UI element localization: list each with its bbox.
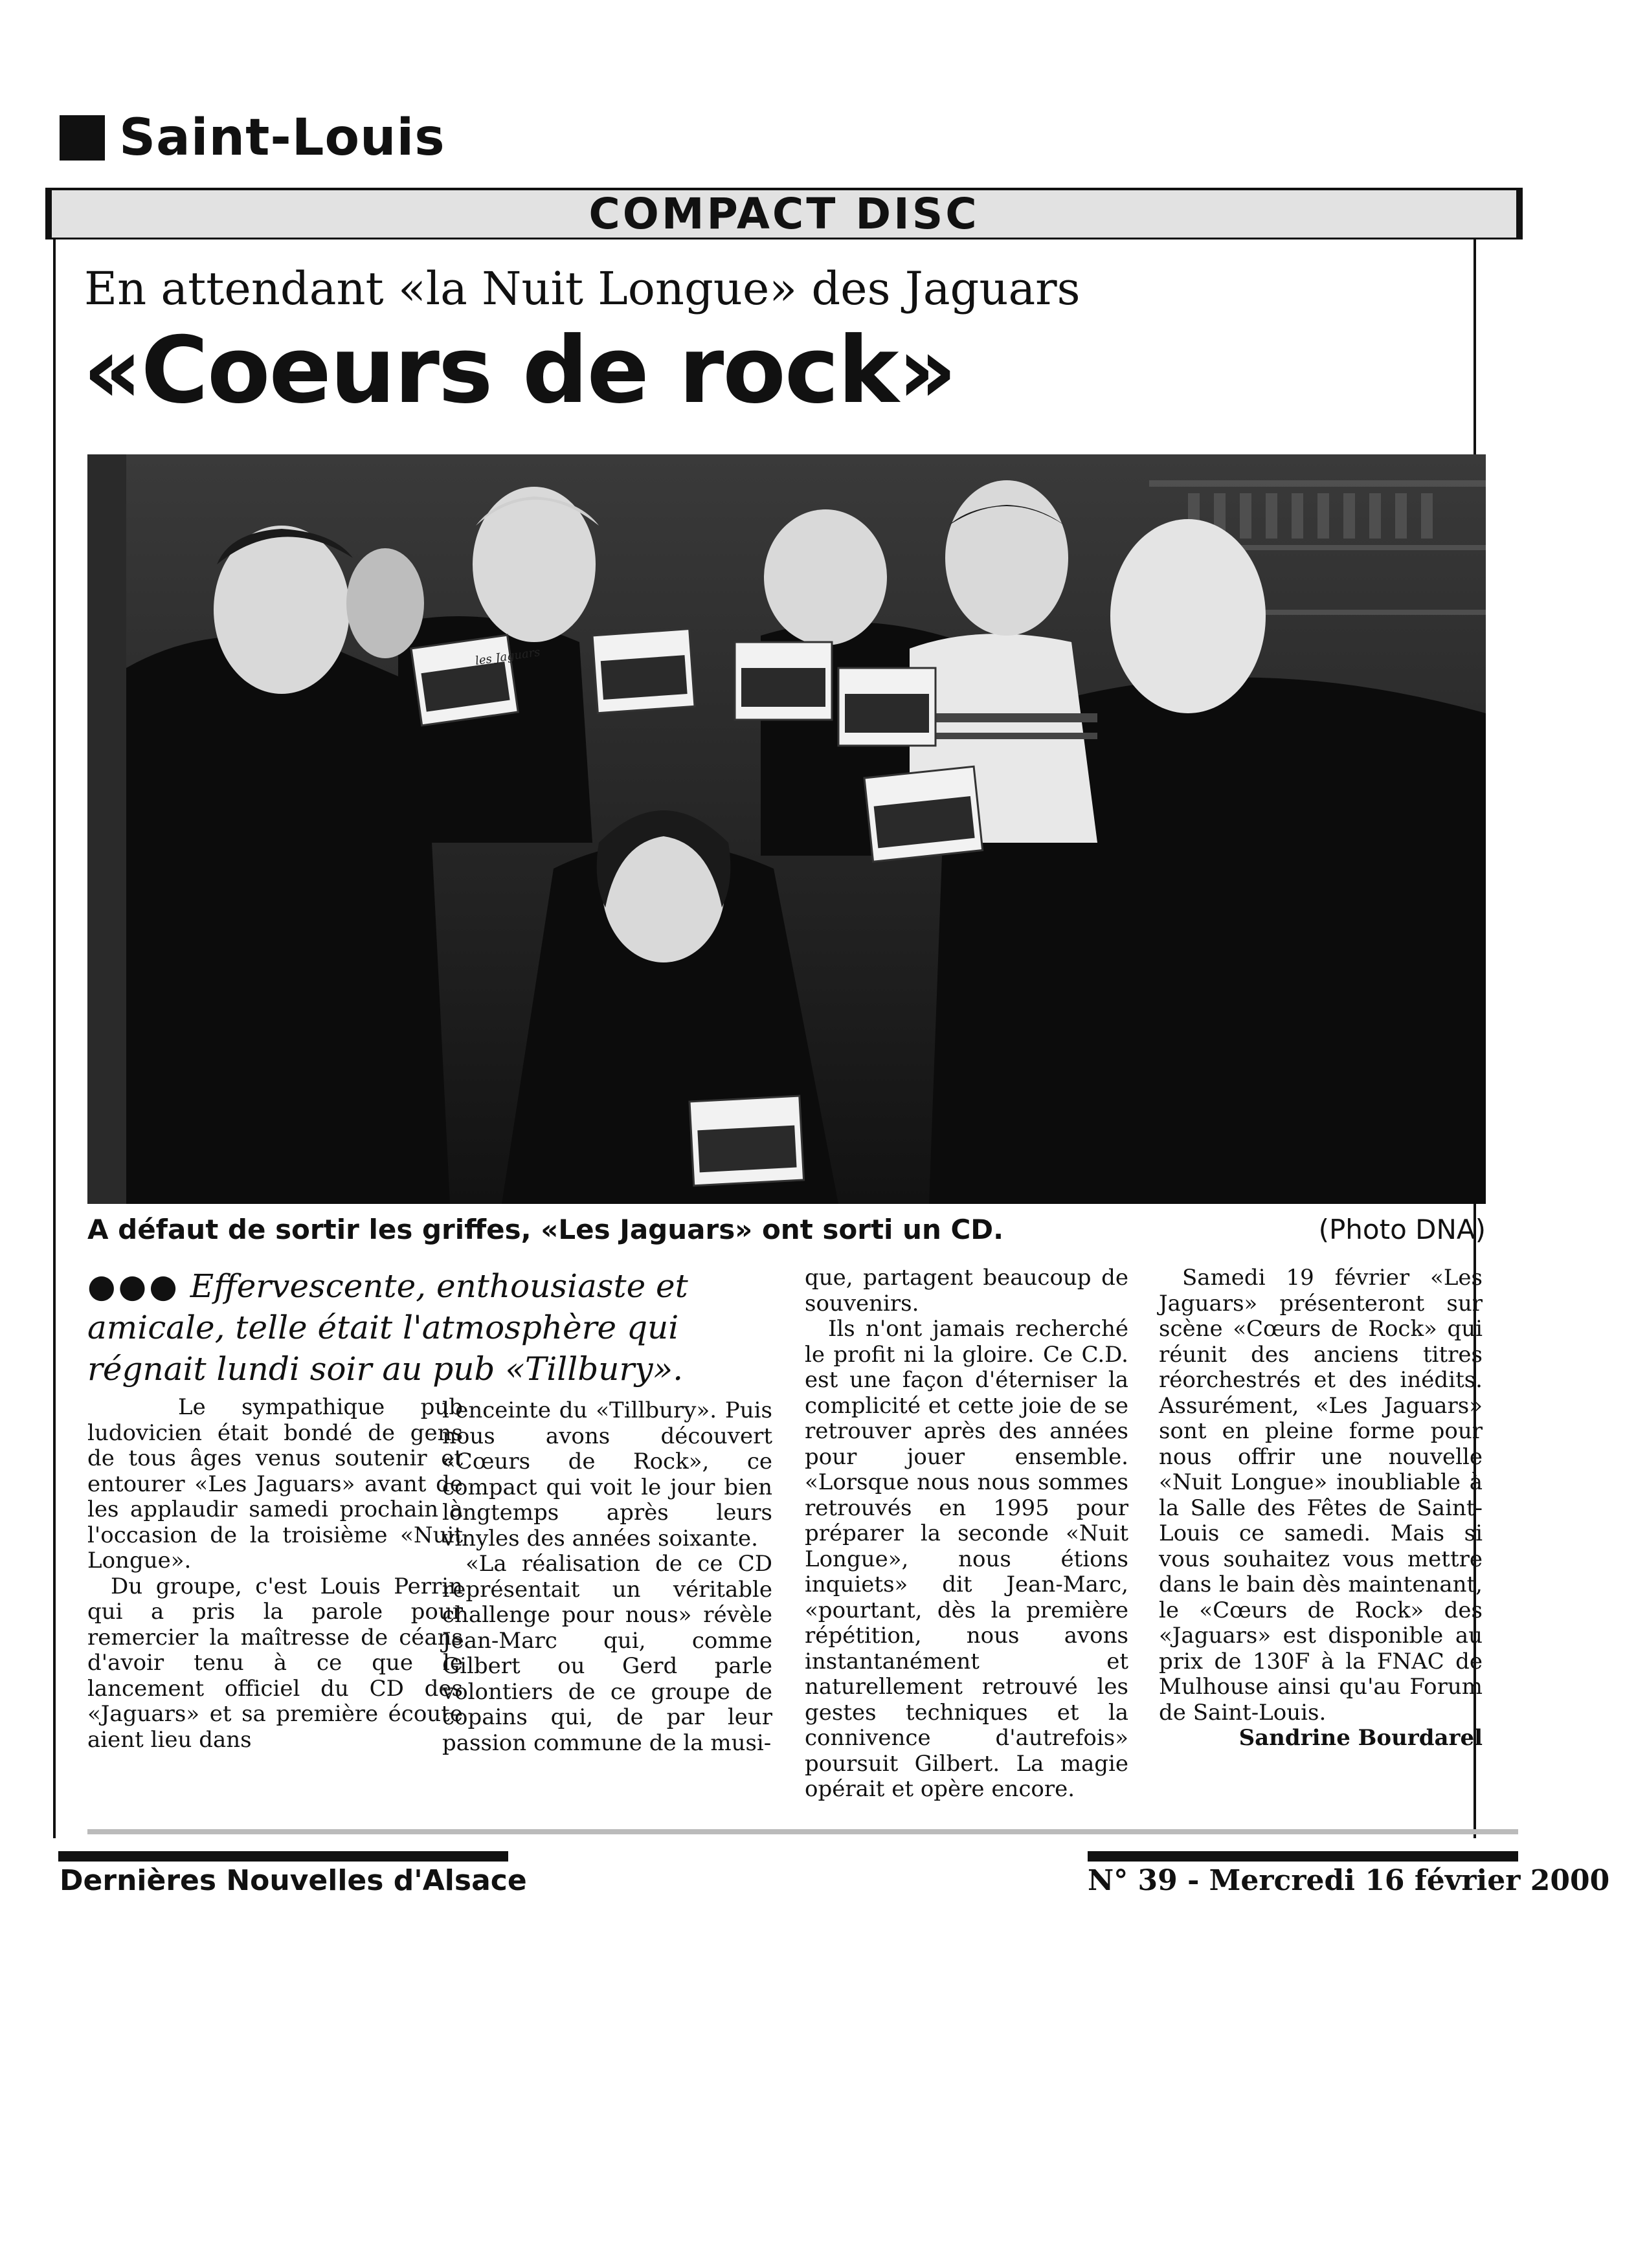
article-column-4 [1159,1265,1483,1751]
photo-illustration [87,454,1486,1204]
article-author: Sandrine Bourdarel [1238,1725,1483,1751]
cd-label: les Jaguars [474,645,541,668]
paragraph: Le sympathique pub ludovicien était bondé de gens de tous âges venus soutenir et entourer «Les Jaguars» avant de les applaudir samedi prochain à l'occasion de la troisième «Nuit Longue». [87,1394,463,1573]
lead-text: Effervescente, enthousiaste et amicale, telle était l'atmosphère qui régnait lundi soir au pub «Tillbury». [87,1267,688,1388]
article-lead [87,1265,774,1390]
paragraph: Du groupe, c'est Louis Perrin qui a pris la parole pour remercier la maîtresse de céans d'avoir tenu à ce que le lancement officiel du CD des «Jaguars» et sa première écoute aient lieu dans [87,1573,463,1753]
paragraph: Samedi 19 février «Les Jaguars» présenteront sur scène «Cœurs de Rock» qui réunit des anciens titres réorchestrés et des inédits. Assurément, «Les Jaguars» sont en pleine forme pour nous offrir une nouvelle «Nuit Longue» inoubliable à la Salle des Fêtes de Saint-Louis ce samedi. Mais si vous souhaitez vous mettre dans le bain dès maintenant, le «Cœurs de Rock» des «Jaguars» est disponible au prix de 130F à la FNAC de Mulhouse ainsi qu'au Forum de Saint-Louis. [1159,1265,1483,1726]
bottom-rule [87,1829,1518,1834]
section-title: Saint-Louis [119,109,445,167]
section-header [60,109,445,167]
article-column-3 [805,1265,1128,1803]
publication-name: Dernières Nouvelles d'Alsace [60,1864,527,1897]
photo-caption [87,1214,1486,1245]
article-photo [87,454,1486,1204]
article-kicker: En attendant «la Nuit Longue» des Jaguars [84,262,1081,315]
frame-rule-left [53,239,56,1838]
paragraph: que, partagent beaucoup de souvenirs. [805,1265,1128,1317]
issue-date: N° 39 - Mercredi 16 février 2000 [1088,1864,1610,1897]
rubric-label: COMPACT DISC [588,189,980,239]
paragraph: Ils n'ont jamais recherché le profit ni la gloire. Ce C.D. est une façon d'éterniser la complicité et cette joie de se retrouver après des années pour jouer ensemble. «Lorsque nous nous sommes retrouvés en 1995 pour préparer la seconde «Nuit Longue», nous étions inquiets» dit Jean-Marc, «pourtant, dès la première répétition, nous avons instantanément et naturellement retrouvé les gestes techniques et la connivence d'autrefois» poursuit Gilbert. La magie opérait et opère encore. [805,1316,1128,1802]
footer-rule-left [58,1851,508,1862]
paragraph: «La réalisation de ce CD représentait un véritable challenge pour nous» révèle Jean-Marc qui, comme Gilbert ou Gerd parle volontiers de ce groupe de copains qui, de par leur passion commune de la musi- [442,1551,772,1756]
footer-rule-right [1088,1851,1518,1862]
section-marker [60,115,105,161]
rubric-bar [45,188,1523,239]
lead-bullets: ●●● [87,1267,180,1305]
article-column-1 [87,1395,463,1753]
article-column-2 [442,1398,772,1756]
photo-caption-text: A défaut de sortir les griffes, «Les Jaguars» ont sorti un CD. [87,1214,1004,1245]
article-headline: «Coeurs de rock» [83,317,956,424]
photo-credit: (Photo DNA) [1318,1214,1486,1245]
paragraph: l'enceinte du «Tillbury». Puis nous avons découvert «Cœurs de Rock», ce compact qui voit le jour bien longtemps après leurs vinyles des années soixante. [442,1397,772,1551]
